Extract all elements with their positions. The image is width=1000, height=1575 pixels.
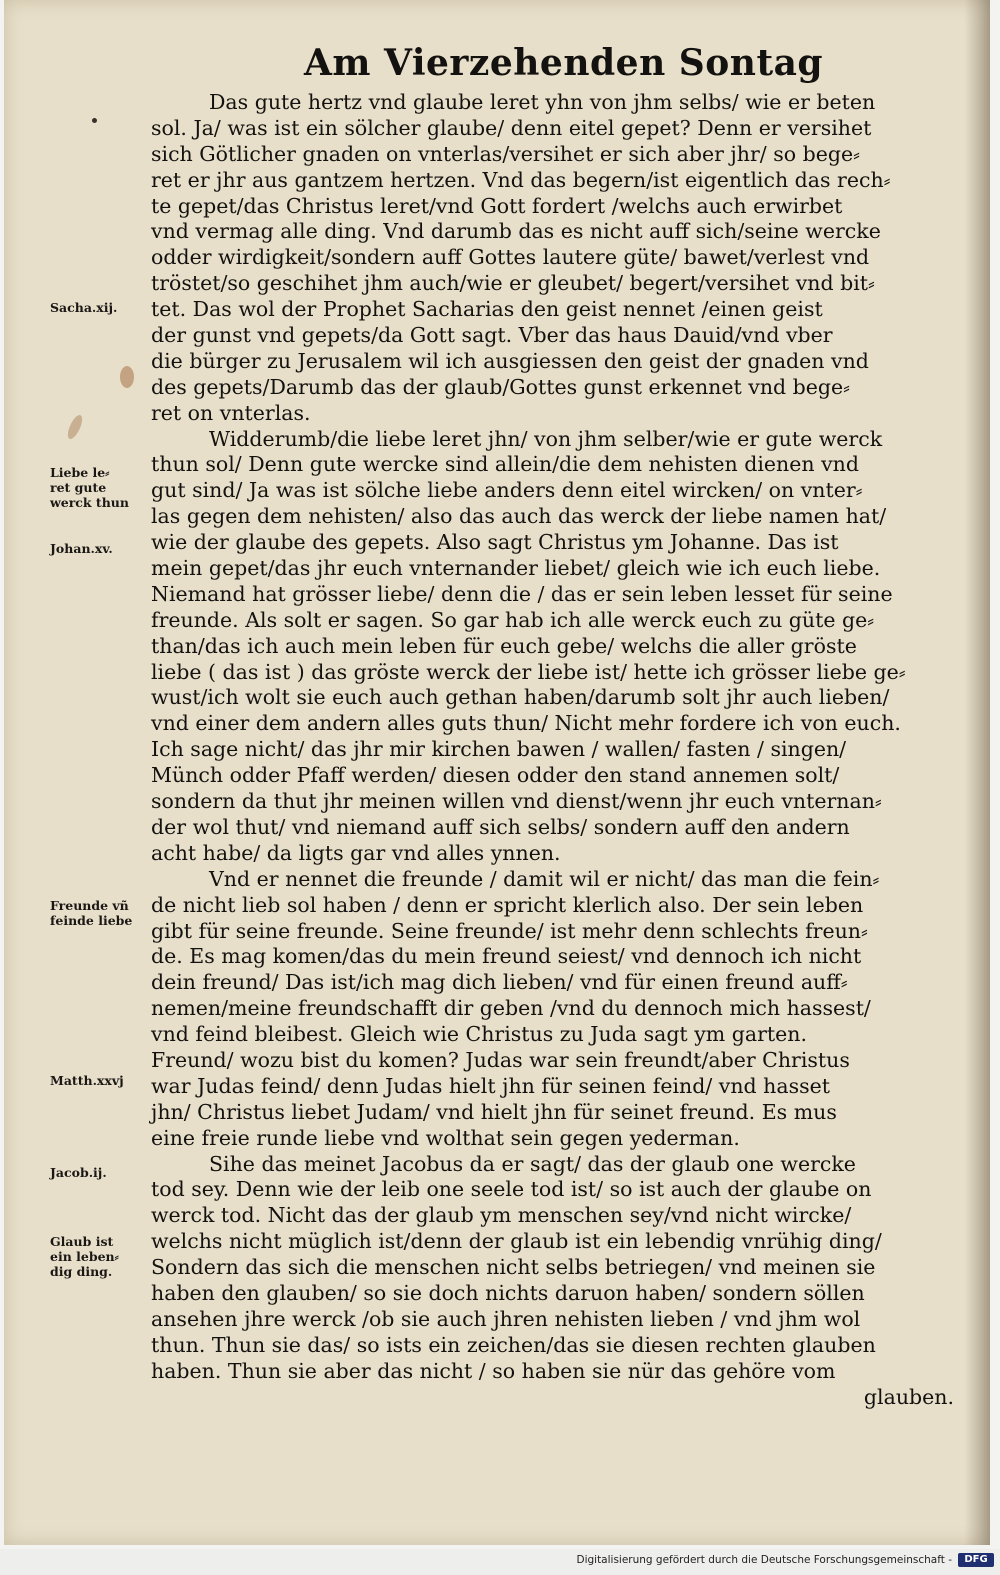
main-text	[151, 90, 966, 1410]
text-line: vnd vermag alle ding. Vnd darumb das es nicht auff sich/seine wercke	[151, 219, 881, 244]
text-line: jhn/ Christus liebet Judam/ vnd hielt jhn für seinet freund. Es mus	[151, 1099, 837, 1124]
margin-note-line: Freunde vñ	[50, 898, 129, 913]
dfg-logo: DFG	[958, 1553, 994, 1567]
margin-note-line: Glaub ist	[50, 1234, 114, 1249]
paragraph-love	[151, 427, 966, 867]
text-line: de. Es mag komen/das du mein freund seiest/ vnd dennoch ich nicht	[151, 944, 862, 969]
margin-note-line: Jacob.ij.	[50, 1165, 107, 1180]
text-line: mein gepet/das jhr euch vnternander liebet/ gleich wie ich euch liebe.	[151, 556, 881, 581]
margin-note-line: feinde liebe	[50, 913, 133, 928]
text-line: las gegen dem nehisten/ also das auch das werck der liebe namen hat/	[151, 504, 887, 529]
book-page	[4, 0, 990, 1545]
text-line: tröstet/so geschihet jhm auch/wie er gleubet/ begert/versihet vnd bit⸗	[151, 271, 875, 296]
text-line: Sondern das sich die menschen nicht selbs betriegen/ vnd meinen sie	[151, 1255, 876, 1280]
text-line: than/das ich auch mein leben für euch gebe/ welchs die aller gröste	[151, 633, 857, 658]
margin-note-love-teaches	[50, 465, 129, 510]
stain-mark	[65, 413, 85, 441]
margin-note-sacharia	[50, 300, 117, 315]
text-line: eine freie runde liebe vnd wolthat sein gegen yederman.	[151, 1125, 740, 1150]
text-line: ret er jhr aus gantzem hertzen. Vnd das begern/ist eigentlich das rech⸗	[151, 167, 891, 192]
text-line: glauben.	[863, 1384, 954, 1409]
text-line: Freund/ wozu bist du komen? Judas war sein freundt/aber Christus	[151, 1047, 850, 1072]
text-line: haben den glauben/ so sie doch nichts daruon haben/ sondern söllen	[151, 1280, 865, 1305]
margin-note-james	[50, 1165, 107, 1180]
text-line: gibt für seine freunde. Seine freunde/ ist mehr denn schlechts freun⸗	[151, 918, 868, 943]
text-line: Das gute hertz vnd glaube leret yhn von jhm selbs/ wie er beten	[209, 90, 876, 114]
text-line: sol. Ja/ was ist ein sölcher glaube/ denn eitel gepet? Denn er versihet	[151, 115, 872, 140]
margin-note-line: Liebe le⸗	[50, 465, 110, 480]
text-line: ansehen jhre werck /ob sie auch jhren nehisten lieben / vnd jhm wol	[151, 1306, 861, 1331]
text-line: thun sol/ Denn gute wercke sind allein/die dem nehisten dienen vnd	[151, 452, 860, 477]
text-line: freunde. Als solt er sagen. So gar hab ich alle werck euch zu güte ge⸗	[151, 607, 875, 632]
text-line: Münch odder Pfaff werden/ diesen odder den stand annemen solt/	[151, 763, 840, 788]
text-line: werck tod. Nicht das der glaub ym menschen sey/vnd nicht wircke/	[151, 1203, 852, 1228]
margin-note-friends-enemies	[50, 898, 132, 928]
text-line: de nicht lieb sol haben / denn er spricht klerlich also. Der sein leben	[151, 892, 864, 917]
margin-note-line: Matth.xxvj	[50, 1073, 124, 1088]
paragraph-prayer	[151, 90, 966, 427]
text-line: Widderumb/die liebe leret jhn/ von jhm selber/wie er gute werck	[209, 426, 883, 451]
margin-note-living-faith	[50, 1234, 119, 1279]
margin-note-line: ret gute	[50, 480, 107, 495]
text-line: ret on vnterlas.	[151, 400, 311, 425]
text-line: Vnd er nennet die freunde / damit wil er nicht/ das man die fein⸗	[209, 866, 880, 891]
text-line: des gepets/Darumb das der glaub/Gottes gunst erkennet vnd bege⸗	[151, 374, 850, 399]
margin-note-line: ein leben⸗	[50, 1249, 119, 1264]
paragraph-faith-works	[151, 1152, 966, 1411]
margin-note-matthew	[50, 1073, 124, 1088]
text-line: odder wirdigkeit/sondern auff Gottes lautere güte/ bawet/verlest vnd	[151, 245, 870, 270]
text-line: sich Götlicher gnaden on vnterlas/versihet er sich aber jhr/ so bege⸗	[151, 141, 860, 166]
stain-mark	[120, 366, 134, 388]
text-line: wust/ich wolt sie euch auch gethan haben/darumb solt jhr auch lieben/	[151, 685, 890, 710]
text-line: Sihe das meinet Jacobus da er sagt/ das der glaub one wercke	[209, 1151, 856, 1176]
text-line: vnd feind bleibest. Gleich wie Christus zu Juda sagt ym garten.	[151, 1022, 807, 1047]
text-line: dein freund/ Das ist/ich mag dich lieben/ vnd für einen freund auff⸗	[151, 970, 848, 995]
funding-credit: Digitalisierung gefördert durch die Deutsche Forschungsgemeinschaft -	[576, 1554, 952, 1566]
text-line: sondern da thut jhr meinen willen vnd dienst/wenn jhr euch vnternan⸗	[151, 789, 882, 814]
text-line: tet. Das wol der Prophet Sacharias den geist nennet /einen geist	[151, 297, 823, 322]
margin-note-line: dig ding.	[50, 1264, 113, 1279]
text-line: acht habe/ da ligts gar vnd alles ynnen.	[151, 840, 561, 865]
text-line: liebe ( das ist ) das gröste werck der liebe ist/ hette ich grösser liebe ge⸗	[151, 659, 906, 684]
paragraph-friends	[151, 867, 966, 1152]
text-line: vnd einer dem andern alles guts thun/ Nicht mehr fordere ich von euch.	[151, 711, 901, 736]
text-line: der wol thut/ vnd niemand auff sich selbs/ sondern auff den andern	[151, 814, 850, 839]
text-line: thun. Thun sie das/ so ists ein zeichen/das sie diesen rechten glauben	[151, 1332, 876, 1357]
text-line: welchs nicht müglich ist/denn der glaub ist ein lebendig vnrühig ding/	[151, 1229, 882, 1254]
text-line: Ich sage nicht/ das jhr mir kirchen bawen / wallen/ fasten / singen/	[151, 737, 847, 762]
ink-dot	[92, 118, 97, 123]
text-line: te gepet/das Christus leret/vnd Gott fordert /welchs auch erwirbet	[151, 193, 843, 218]
text-line: haben. Thun sie aber das nicht / so haben sie nür das gehöre vom	[151, 1358, 836, 1383]
margin-note-line: Sacha.xij.	[50, 300, 118, 315]
text-line: wie der glaube des gepets. Also sagt Christus ym Johanne. Das ist	[151, 530, 839, 555]
margin-note-john	[50, 541, 113, 556]
text-line: die bürger zu Jerusalem wil ich ausgiessen den geist der gnaden vnd	[151, 348, 869, 373]
text-line: nemen/meine freundschafft dir geben /vnd du dennoch mich hassest/	[151, 996, 871, 1021]
page-heading: Am Vierzehenden Sontag	[304, 42, 824, 84]
margin-note-line: werck thun	[50, 495, 129, 510]
text-line: tod sey. Denn wie der leib one seele tod ist/ so ist auch der glaube on	[151, 1177, 872, 1202]
text-line: der gunst vnd gepets/da Gott sagt. Vber das haus Dauid/vnd vber	[151, 323, 833, 348]
margin-note-line: Johan.xv.	[50, 541, 113, 556]
text-line: war Judas feind/ denn Judas hielt jhn für seinen feind/ vnd hasset	[151, 1073, 831, 1098]
text-line: gut sind/ Ja was ist sölche liebe anders denn eitel wircken/ on vnter⸗	[151, 478, 863, 503]
text-line: Niemand hat grösser liebe/ denn die / das er sein leben lesset für seine	[151, 581, 893, 606]
spine-shadow	[964, 0, 990, 1545]
